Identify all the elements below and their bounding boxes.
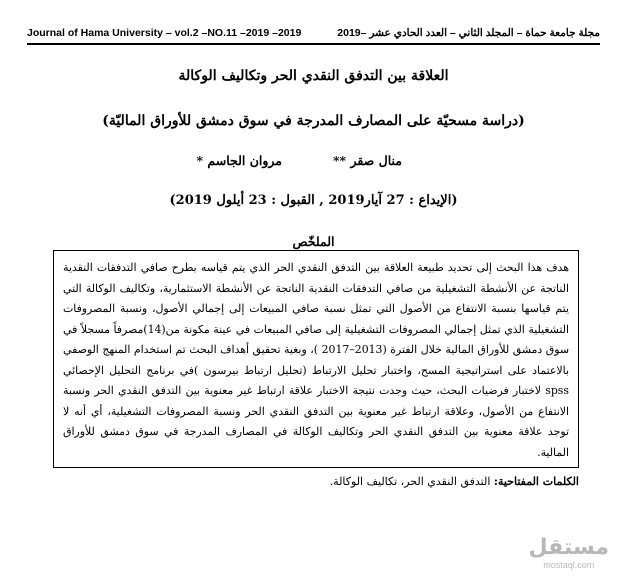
author-name: مروان الجاسم * xyxy=(196,153,282,168)
watermark-arabic: مستقل xyxy=(528,535,609,560)
keywords-label: الكلمات المفتاحية: xyxy=(493,475,579,488)
author-list xyxy=(0,153,627,171)
keywords-value: التدفق النقدي الحر، تكاليف الوكالة. xyxy=(329,475,491,488)
abstract-box xyxy=(53,250,579,468)
paper-subtitle: (دراسة مسحيّة على المصارف المدرجة في سوق دمشق للأوراق الماليّة) xyxy=(102,113,525,129)
submission-dates: (الإيداع : 27 آيار2019 , القبول : 23 أيلول 2019) xyxy=(169,193,458,208)
paper-title: العلاقة بين التدفق النقدي الحر وتكاليف الوكالة xyxy=(178,68,449,84)
abstract-text: هدف هذا البحث إلى تحديد طبيعة العلاقة بين التدفق النقدي الحر الذي يتم قياسه بطرح صافي التدفقات النقدية الناتجة عن الأنشطة التشغيلية من صافي التدفقات النقدية الناتجة عن الأنشطة الاستثمارية، وتكاليف الوكالة التي يتم قياسها بنسبة الانتفاع من الأصول التي تمثل نسبة صافي المبيعات إلى إجمالي الأصول، ونسبة المصروفات التشغيلية الذي تمثل إجمالي المصروفات التشغيلية إلى صافي المبيعات في عينة مكونة من(14)مصرفاً مسجلاً في سوق دمشق للأوراق المالية خلال الفترة (2013–2017 )، وبغية تحقيق أهداف البحث تم استخدام المنهج الوصفي بالاعتماد على استراتيجية المسح، واختبار تحليل الارتباط (تحليل ارتباط بيرسون )في برنامج التحليل الإحصائي spss لاختبار فرضيات البحث، حيث وجدت نتيجة الاختبار علاقة ارتباط غير معنوية بين التدفق النقدي الحر ونسبة الانتفاع من الأصول، وعلاقة ارتباط غير معنوية بين التدفق النقدي الحر ونسبة المصروفات التشغيلية، أي أنه لا توجد علاقة معنوية بين التدفق النقدي الحر وتكاليف الوكالة في المصارف المدرجة في سوق دمشق للأوراق المالية. xyxy=(63,261,569,459)
journal-header-english: Journal of Hama University – vol.2 –NO.11 –2019 –2019 xyxy=(27,27,302,39)
watermark-logo xyxy=(529,536,609,570)
author-name: منال صقر ** xyxy=(333,153,402,168)
watermark-latin: mostaql.com xyxy=(543,560,595,570)
abstract-heading: الملخّص xyxy=(292,234,335,249)
keywords-line xyxy=(39,475,579,488)
journal-header-arabic: مجلة جامعة حماة – المجلد الثاني – العدد الحادي عشر –2019 xyxy=(337,27,600,39)
journal-header xyxy=(27,27,600,45)
